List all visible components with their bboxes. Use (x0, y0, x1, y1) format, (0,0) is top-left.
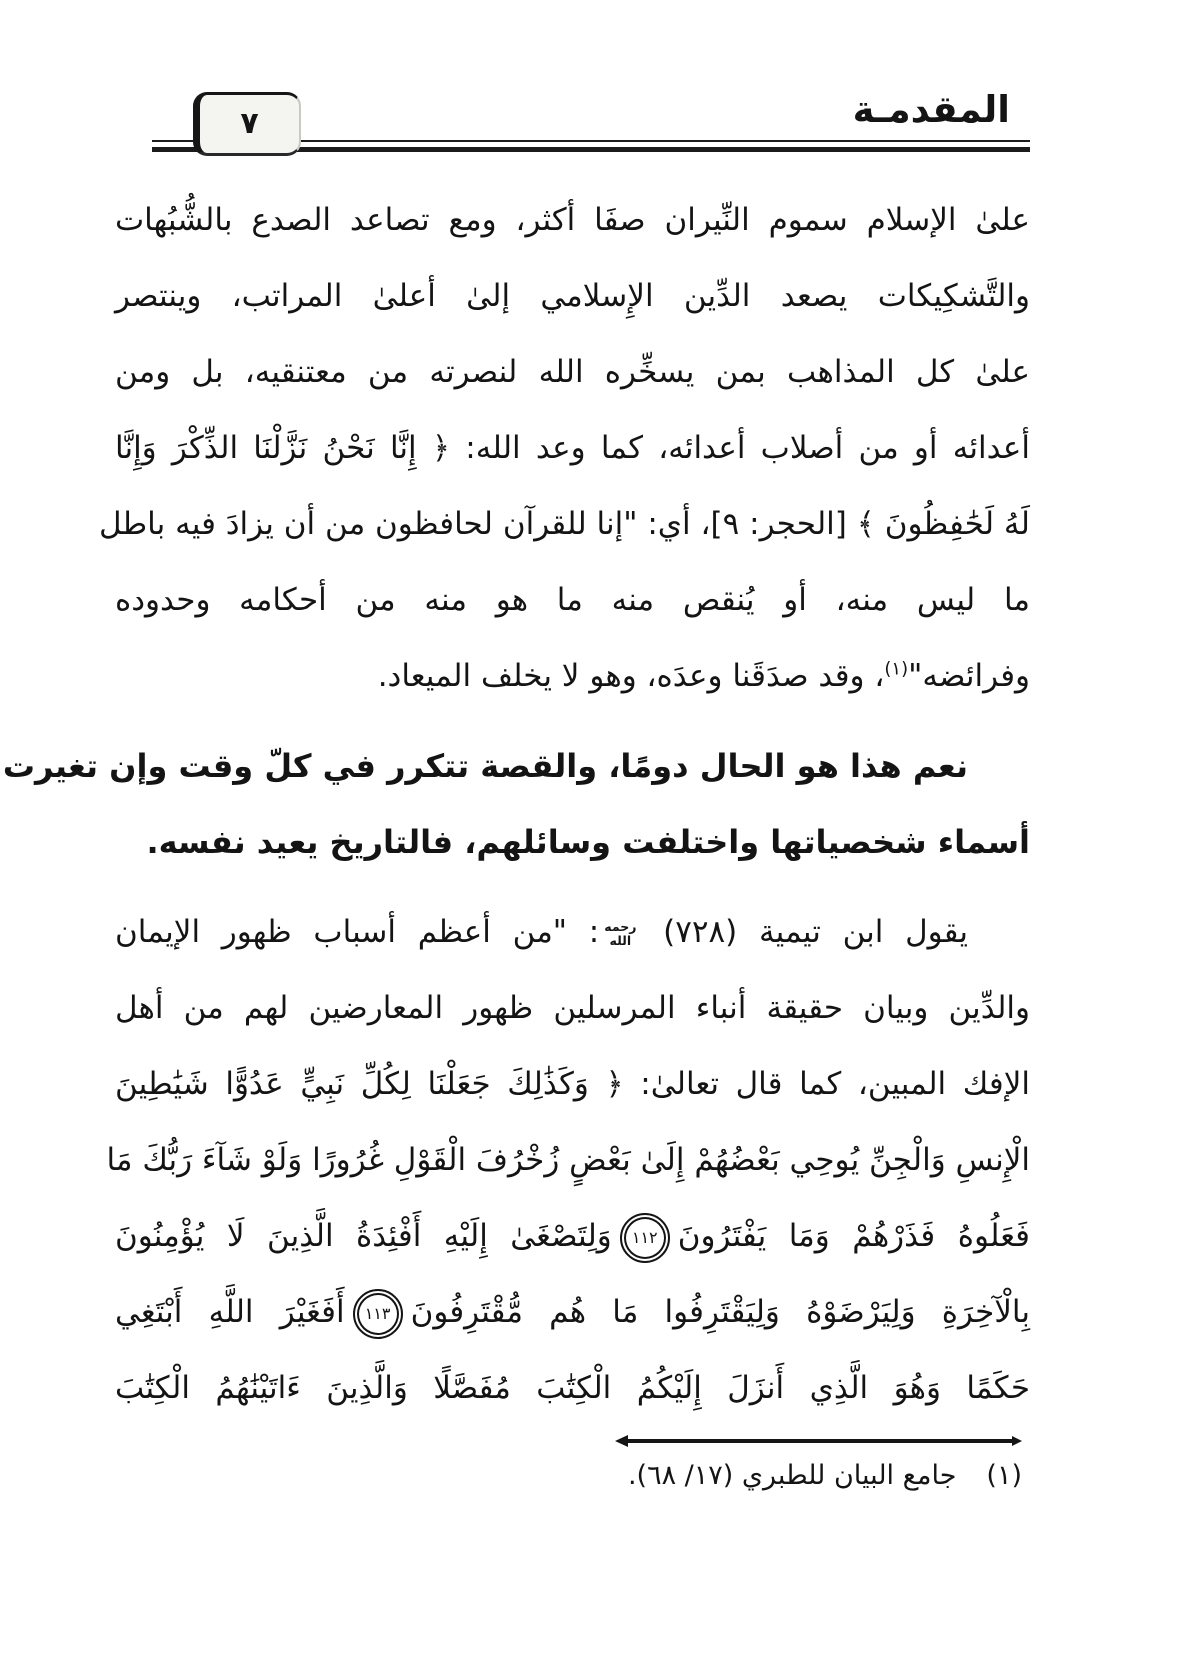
line-segment: وَلِتَصْغَىٰ إِلَيْهِ أَفْئِدَةُ الَّذِينَ لَا يُؤْمِنُونَ (115, 1218, 612, 1254)
paragraph-1 (99, 182, 1030, 714)
quran-quote-line: الإفك المبين، كما قال تعالىٰ: ﴿ وَكَذَٰلِكَ جَعَلْنَا لِكُلِّ نَبِيٍّ عَدُوًّا شَيَٰطِينَ (115, 1066, 1030, 1102)
footnote-reference: (١) (884, 658, 909, 680)
line-segment: يقول ابن تيمية (٧٢٨) (641, 914, 968, 950)
footnote (628, 1452, 1022, 1500)
page-body (2, 182, 1031, 1426)
quran-quote-line: لَهُ لَحَٰفِظُونَ ﴾ [الحجر: ٩]، أي: "إنا للقرآن لحافظون من أن يزادَ فيه باطل (99, 506, 1030, 542)
text-line: ما ليس منه، أو يُنقص منه ما هو منه من أحكامه وحدوده (115, 582, 1030, 618)
text-line: علىٰ كل المذاهب بمن يسخِّره الله لنصرته من معتنقيه، بل ومن (115, 354, 1030, 390)
quran-quote-line (115, 1274, 1030, 1350)
rahimahullah-bottom: الله (609, 932, 632, 948)
page-number-box (193, 92, 301, 156)
rahimahullah-symbol (604, 920, 636, 948)
paragraph-3 (106, 894, 1031, 1426)
footnote-divider (627, 1439, 1013, 1443)
footnote-marker: (١) (986, 1460, 1022, 1491)
line-segment: فَعَلُوهُ فَذَرْهُمْ وَمَا يَفْتَرُونَ (677, 1218, 1030, 1254)
quran-quote-line: الْإِنسِ وَالْجِنِّ يُوحِي بَعْضُهُمْ إِلَىٰ بَعْضٍ زُخْرُفَ الْقَوْلِ غُرُورًا وَلَوْ شَآءَ رَبُّكَ مَا (106, 1142, 1030, 1178)
line-segment: بِالْآخِرَةِ وَلِيَرْضَوْهُ وَلِيَقْتَرِفُوا مَا هُم مُّقْتَرِفُونَ (410, 1294, 1031, 1330)
line-segment: وفرائضه" (908, 658, 1030, 694)
line-segment: ، وقد صدَقَنا وعدَه، وهو لا يخلف الميعاد. (377, 658, 885, 694)
chapter-title: المقدمـة (852, 88, 1010, 131)
text-line: أسماء شخصياتها واختلفت وسائلهم، فالتاريخ يعيد نفسه. (146, 823, 1030, 861)
text-line (115, 894, 1030, 970)
page-number: ٧ (240, 106, 259, 141)
text-line: نعم هذا هو الحال دومًا، والقصة تتكرر في كلّ وقت وإن تغيرت (2, 747, 968, 785)
paragraph-2 (2, 728, 1030, 880)
quran-quote-line (115, 1198, 1030, 1274)
aya-number-badge: ١١٢ (620, 1213, 670, 1263)
text-line: والدِّين وبيان حقيقة أنباء المرسلين ظهور المعارضين لهم من أهل (115, 990, 1030, 1026)
footnote-text: جامع البيان للطبري (١٧/ ٦٨). (627, 1460, 957, 1491)
rahimahullah-top: رحمه (604, 918, 637, 934)
line-segment: : "من أعظم أسباب ظهور الإيمان (115, 914, 600, 950)
text-line: علىٰ الإسلام سموم النِّيران صفَا أكثر، ومع تصاعد الصدع بالشُّبُهات (115, 202, 1030, 238)
quran-quote-line: أعدائه أو من أصلاب أعدائه، كما وعد الله: ﴿ إِنَّا نَحْنُ نَزَّلْنَا الذِّكْرَ وَإِنَّا (115, 430, 1030, 466)
line-segment: أَفَغَيْرَ اللَّهِ أَبْتَغِي (115, 1294, 345, 1330)
text-line: والتَّشكِيكات يصعد الدِّين الإِسلامي إلىٰ أعلىٰ المراتب، وينتصر (115, 278, 1030, 314)
aya-number-badge: ١١٣ (353, 1289, 403, 1339)
quran-quote-line: حَكَمًا وَهُوَ الَّذِي أَنزَلَ إِلَيْكُمُ الْكِتَٰبَ مُفَصَّلًا وَالَّذِينَ ءَاتَيْنَٰهُمُ الْكِتَٰبَ (115, 1370, 1030, 1406)
text-line (115, 638, 1030, 714)
